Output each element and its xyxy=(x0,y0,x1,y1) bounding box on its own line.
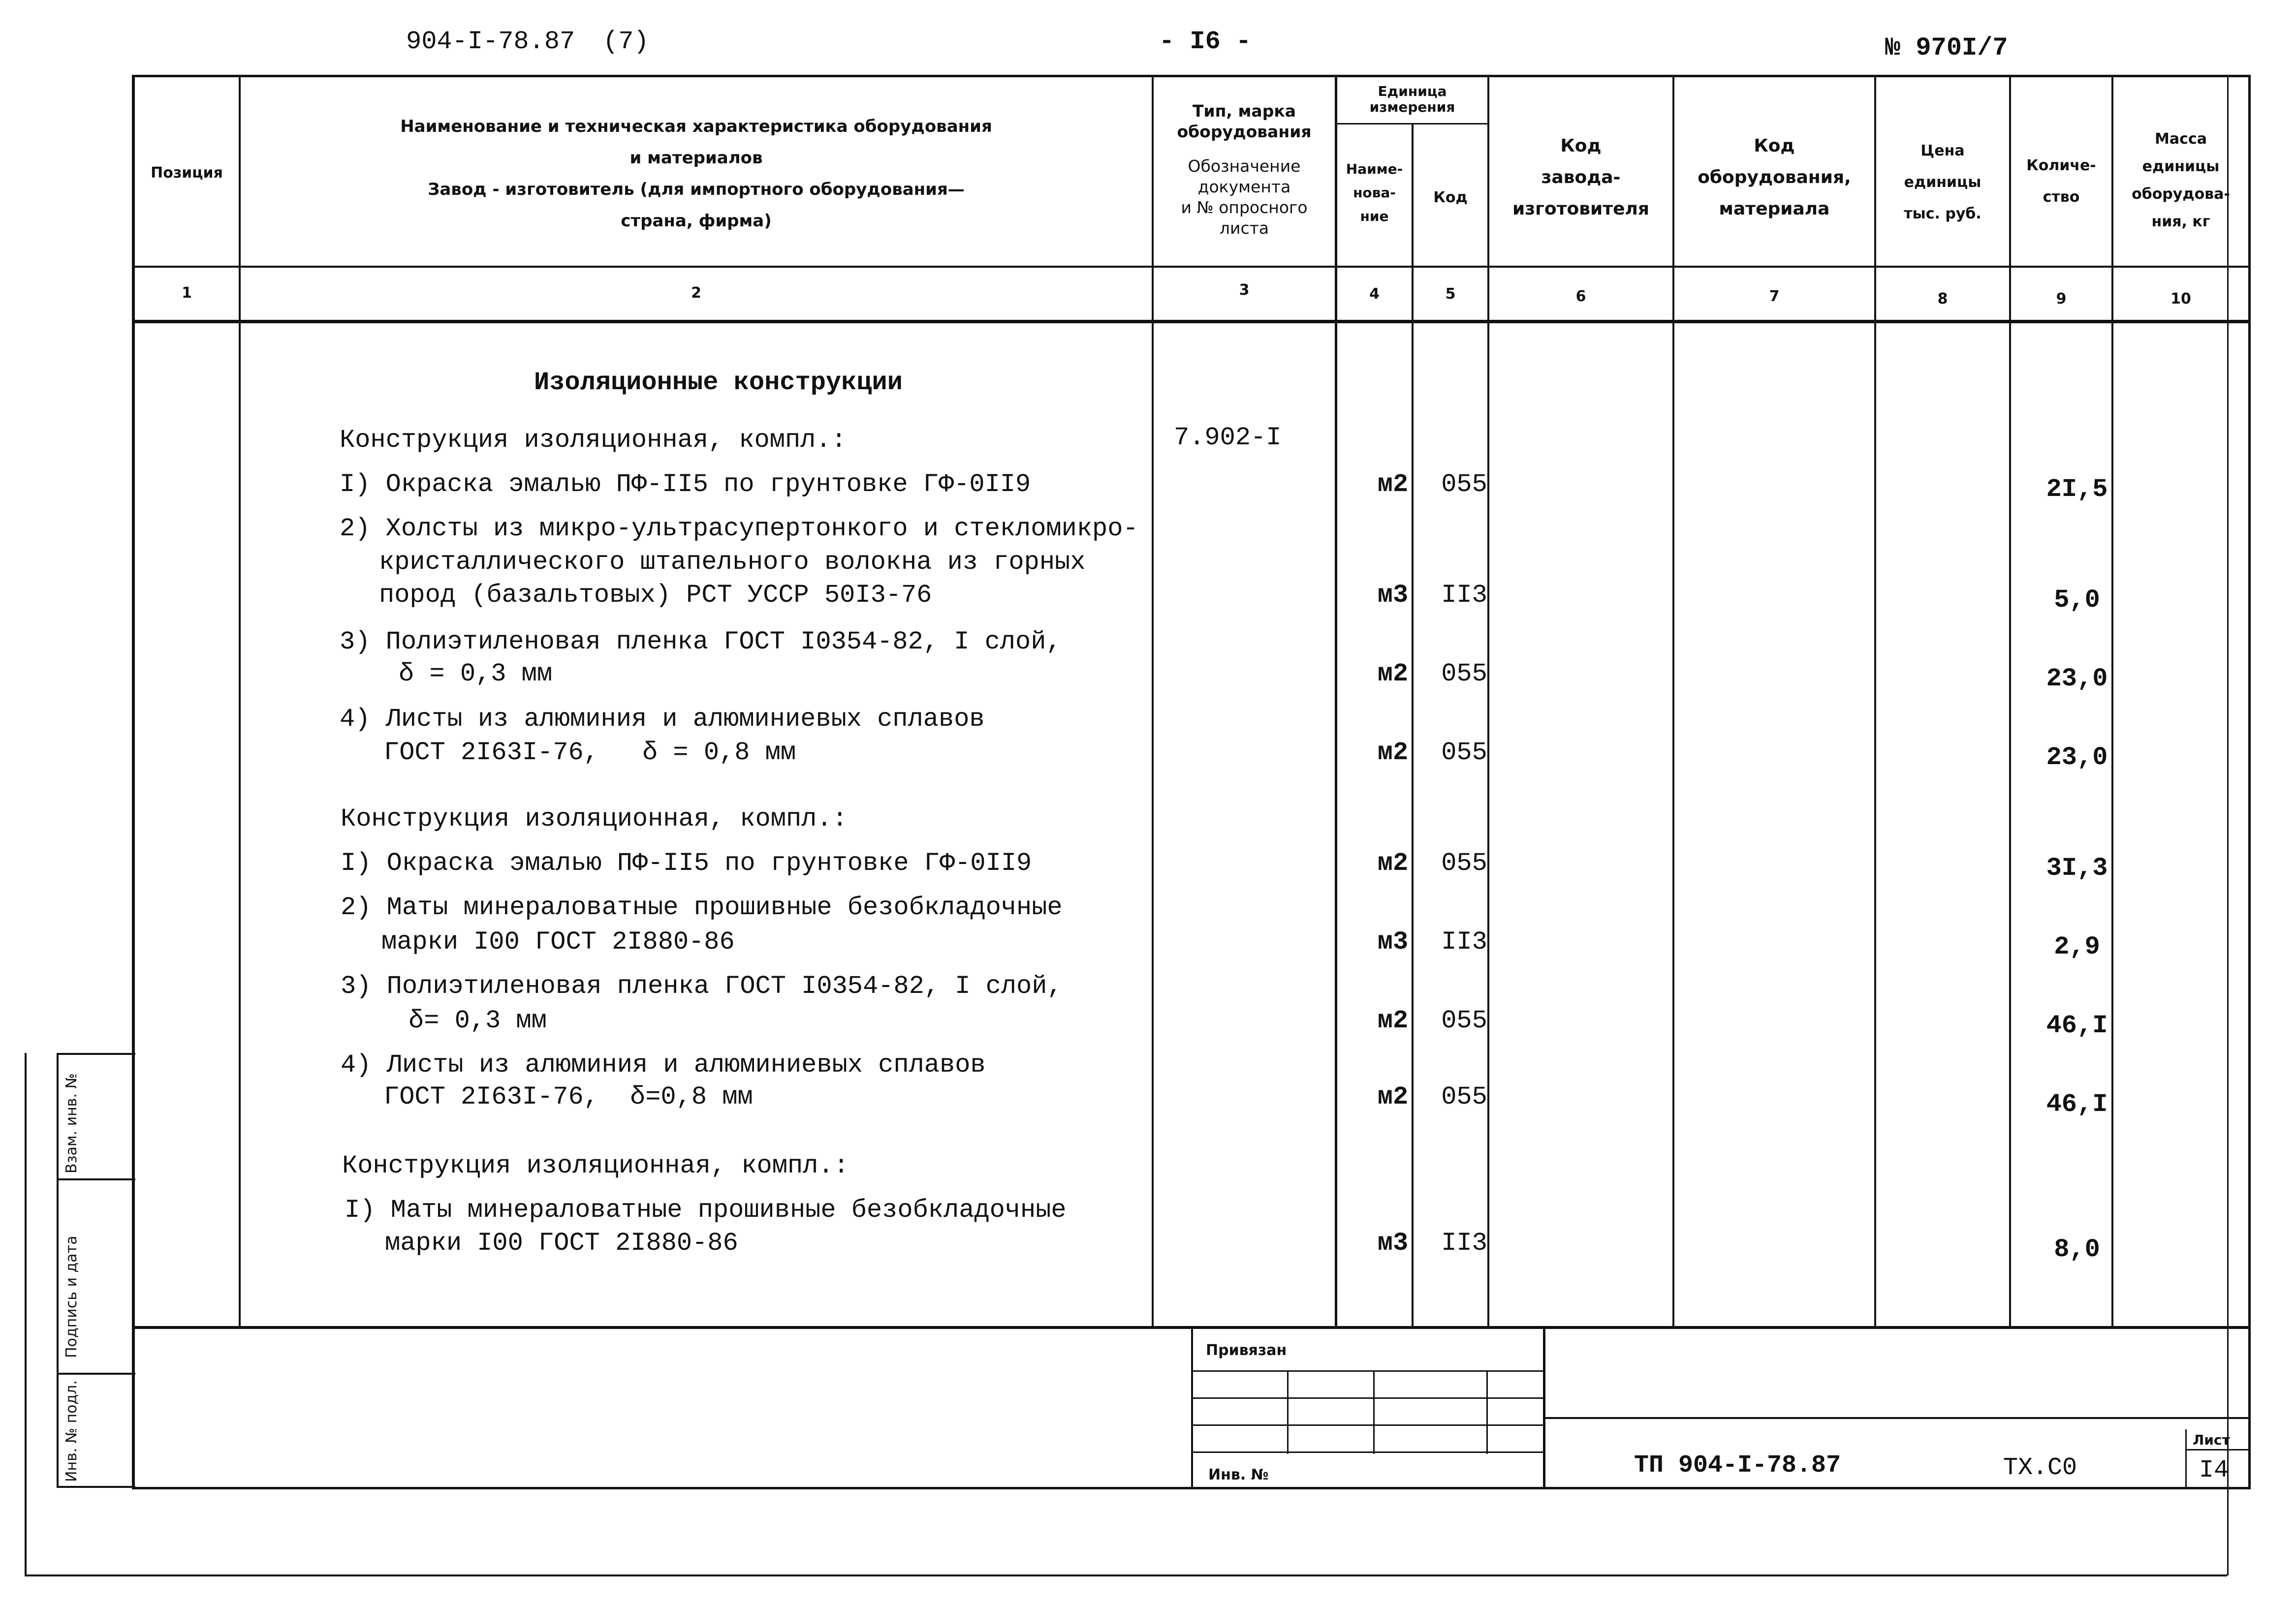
header-plant-code-line: Код xyxy=(1560,136,1602,156)
header-mass-line: единицы xyxy=(2142,158,2220,175)
item-text: марки I00 ГОСТ 2I880-86 xyxy=(381,927,735,956)
item-unit: м2 xyxy=(1377,659,1409,688)
stamp-mark: ТХ.С0 xyxy=(2003,1454,2077,1482)
header-unit-name-line: нова- xyxy=(1353,185,1396,201)
column-number: 5 xyxy=(1445,285,1456,303)
item-quantity: 23,0 xyxy=(2046,664,2108,693)
header-type-line: листа xyxy=(1219,218,1269,238)
header-equipment-code-line: материала xyxy=(1719,199,1830,219)
item-unit: м2 xyxy=(1377,849,1409,878)
item-unit: м2 xyxy=(1377,1006,1409,1035)
item-text: 2) Маты минераловатные прошивные безобкладочные xyxy=(341,893,1063,922)
item-code: 055 xyxy=(1441,470,1487,499)
item-text: 2) Холсты из микро-ультрасупертонкого и стекломикро- xyxy=(340,514,1138,543)
item-text: 4) Листы из алюминия и алюминиевых сплавов xyxy=(340,705,985,734)
item-text: кристаллического штапельного волокна из горных xyxy=(379,548,1086,577)
header-unit-line: Единица xyxy=(1378,83,1447,99)
item-quantity: 46,I xyxy=(2046,1090,2108,1119)
section-title: Изоляционные конструкции xyxy=(534,368,903,397)
item-text: 4) Листы из алюминия и алюминиевых сплавов xyxy=(341,1050,986,1080)
item-text: ГОСТ 2I63I-76, xyxy=(384,1082,599,1111)
doc-sub: (7) xyxy=(603,27,649,56)
header-type xyxy=(1154,101,1335,239)
item-code: II3 xyxy=(1441,581,1487,610)
header-unit-group xyxy=(1337,84,1487,115)
header-mass-line: оборудова- xyxy=(2132,185,2230,203)
header-price xyxy=(1876,135,2009,230)
item-unit: м3 xyxy=(1377,1229,1409,1258)
header-price-line: единицы xyxy=(1904,174,1981,191)
item-code: 055 xyxy=(1441,738,1487,767)
header-type-line: Тип, марка xyxy=(1193,101,1296,121)
item-code: 055 xyxy=(1441,1082,1487,1111)
header-unit-name-line: Наиме- xyxy=(1346,161,1403,177)
construction-title: Конструкция изоляционная, компл.: xyxy=(341,804,848,833)
header-plant-code xyxy=(1489,130,1672,225)
column-number: 6 xyxy=(1575,288,1586,305)
stamp-linked-label: Привязан xyxy=(1206,1342,1287,1359)
header-mass-line: ния, кг xyxy=(2151,213,2210,230)
item-text: I) Маты минераловатные прошивные безобкладочные xyxy=(345,1196,1067,1225)
header-price-line: тыс. руб. xyxy=(1904,205,1981,222)
side-label-vzam: Взам. инв. № xyxy=(63,1073,80,1173)
header-price-line: Цена xyxy=(1920,142,1965,159)
header-quantity-line: Количе- xyxy=(2026,157,2096,174)
item-quantity: 5,0 xyxy=(2054,586,2100,615)
column-number: 7 xyxy=(1769,288,1780,305)
header-mass xyxy=(2113,125,2248,236)
item-unit: м2 xyxy=(1377,1082,1409,1111)
column-number: 8 xyxy=(1937,290,1948,308)
item-text: 3) Полиэтиленовая пленка ГОСТ I0354-82, I слой, xyxy=(341,972,1063,1001)
item-code: II3 xyxy=(1441,1229,1487,1258)
header-unit-name xyxy=(1337,157,1412,228)
column-number: 4 xyxy=(1369,285,1380,303)
header-name-line: страна, фирма) xyxy=(621,211,772,231)
side-label-inv-podl: Инв. № подл. xyxy=(63,1380,80,1482)
header-name-line: Завод - изготовитель (для импортного оборудования— xyxy=(428,180,965,199)
item-text: марки I00 ГОСТ 2I880-86 xyxy=(385,1229,738,1258)
header-name xyxy=(241,111,1152,237)
item-quantity: 3I,3 xyxy=(2046,854,2108,883)
column-number: 9 xyxy=(2056,290,2067,308)
item-unit: м2 xyxy=(1377,470,1409,499)
column-number: 1 xyxy=(182,284,192,302)
item-code: 055 xyxy=(1441,659,1487,688)
item-code: II3 xyxy=(1441,927,1487,956)
header-unit-name-line: ние xyxy=(1360,208,1389,224)
item-text: δ = 0,3 мм xyxy=(399,659,553,688)
doc-ref: 904-I-78.87 xyxy=(406,27,575,56)
header-equipment-code xyxy=(1674,130,1874,225)
item-text: I) Окраска эмалью ПФ-II5 по грунтовке ГФ-0II9 xyxy=(341,849,1032,878)
column-number: 2 xyxy=(691,284,701,302)
construction-type: 7.902-I xyxy=(1174,423,1282,452)
stamp-inv-label: Инв. № xyxy=(1208,1466,1269,1483)
header-plant-code-line: завода- xyxy=(1541,167,1621,187)
item-quantity: 8,0 xyxy=(2054,1235,2100,1264)
construction-title: Конструкция изоляционная, компл.: xyxy=(340,426,847,455)
stamp-sheet-number: I4 xyxy=(2199,1456,2229,1484)
item-text: I) Окраска эмалью ПФ-II5 по грунтовке ГФ-0II9 xyxy=(340,470,1031,499)
header-unit-line: измерения xyxy=(1369,99,1455,115)
item-quantity: 2,9 xyxy=(2054,932,2100,961)
item-text: δ=0,8 мм xyxy=(630,1082,753,1111)
page-number: - I6 - xyxy=(1159,27,1252,56)
item-text: δ= 0,3 мм xyxy=(409,1006,547,1035)
header-type-line: и № опросного xyxy=(1181,198,1308,217)
construction-title: Конструкция изоляционная, компл.: xyxy=(342,1151,849,1180)
item-text: ГОСТ 2I63I-76, xyxy=(384,738,599,767)
header-plant-code-line: изготовителя xyxy=(1512,199,1650,219)
item-quantity: 46,I xyxy=(2046,1011,2108,1040)
header-equipment-code-line: Код xyxy=(1754,136,1795,156)
item-unit: м3 xyxy=(1377,581,1409,610)
column-number: 10 xyxy=(2170,290,2191,308)
album-number: № 970I/7 xyxy=(1885,33,2008,62)
header-type-line: документа xyxy=(1197,177,1291,196)
stamp-doc-code: ТП 904-I-78.87 xyxy=(1634,1451,1841,1480)
item-quantity: 23,0 xyxy=(2046,743,2108,772)
header-name-line: и материалов xyxy=(629,148,763,168)
item-code: 055 xyxy=(1441,1006,1487,1035)
header-quantity-line: ство xyxy=(2043,188,2080,206)
item-quantity: 2I,5 xyxy=(2046,475,2108,504)
header-type-line: Обозначение xyxy=(1188,156,1301,176)
column-number: 3 xyxy=(1239,281,1250,299)
item-unit: м3 xyxy=(1377,927,1409,956)
header-equipment-code-line: оборудования, xyxy=(1698,167,1851,187)
item-text: δ = 0,8 мм xyxy=(642,738,796,767)
header-mass-line: Масса xyxy=(2155,130,2207,148)
header-quantity xyxy=(2011,150,2111,213)
item-unit: м2 xyxy=(1377,738,1409,767)
header-name-line: Наименование и техническая характеристика оборудования xyxy=(400,117,992,136)
item-text: пород (базальтовых) РСТ УССР 50I3-76 xyxy=(379,581,932,610)
header-unit-code: Код xyxy=(1433,189,1468,206)
header-position: Позиция xyxy=(151,164,223,182)
item-text: 3) Полиэтиленовая пленка ГОСТ I0354-82, I слой, xyxy=(340,627,1062,656)
side-label-signature: Подпись и дата xyxy=(63,1235,80,1358)
item-code: 055 xyxy=(1441,849,1487,878)
header-type-line: оборудования xyxy=(1177,122,1312,141)
stamp-sheet-label: Лист xyxy=(2193,1432,2230,1448)
